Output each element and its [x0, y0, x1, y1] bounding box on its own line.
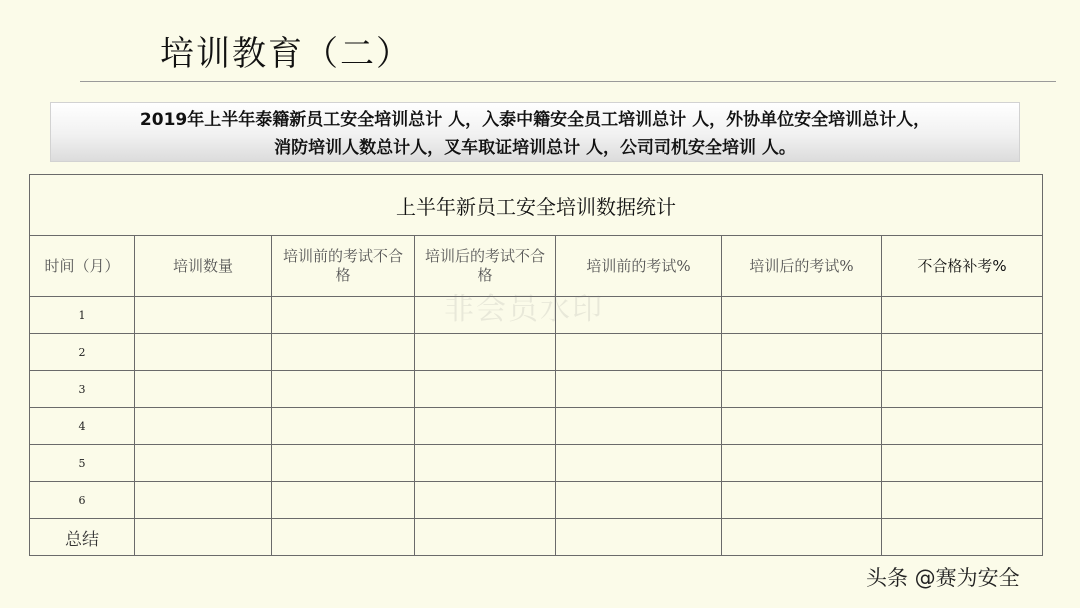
- header-month: 时间（月）: [30, 236, 135, 297]
- cell[interactable]: [135, 408, 272, 445]
- cell[interactable]: [415, 334, 556, 371]
- row-month: 4: [30, 408, 135, 445]
- table-row: [30, 334, 1043, 371]
- cell[interactable]: [556, 445, 722, 482]
- cell[interactable]: [272, 445, 415, 482]
- cell[interactable]: [882, 445, 1043, 482]
- cell[interactable]: [415, 445, 556, 482]
- table-row: [30, 408, 1043, 445]
- source-credit: 头条 @赛为安全: [866, 566, 1020, 590]
- table-row: [30, 297, 1043, 334]
- summary-box: [50, 102, 1020, 162]
- cell[interactable]: [722, 297, 882, 334]
- cell[interactable]: [272, 297, 415, 334]
- summary-line-2: 消防培训人数总计人，叉车取证培训总计 人，公司司机安全培训 人。: [274, 138, 796, 158]
- cell[interactable]: [135, 445, 272, 482]
- training-stats-table: [29, 174, 1043, 556]
- page-title: 培训教育（二）: [160, 34, 412, 74]
- table-caption: 上半年新员工安全培训数据统计: [30, 175, 1043, 236]
- cell[interactable]: [135, 297, 272, 334]
- cell[interactable]: [882, 371, 1043, 408]
- header-training-count: 培训数量: [135, 236, 272, 297]
- cell[interactable]: [415, 482, 556, 519]
- watermark: 非会员水印: [444, 292, 604, 327]
- cell[interactable]: [882, 297, 1043, 334]
- cell[interactable]: [722, 334, 882, 371]
- cell[interactable]: [556, 519, 722, 556]
- cell[interactable]: [272, 408, 415, 445]
- cell[interactable]: [556, 334, 722, 371]
- cell[interactable]: [415, 371, 556, 408]
- header-fail-before: 培训前的考试不合格: [272, 236, 415, 297]
- cell[interactable]: [272, 482, 415, 519]
- cell[interactable]: [556, 297, 722, 334]
- header-pass-after-pct: 培训后的考试%: [722, 236, 882, 297]
- cell[interactable]: [135, 519, 272, 556]
- cell[interactable]: [882, 482, 1043, 519]
- header-retake-pct: 不合格补考%: [882, 236, 1043, 297]
- cell[interactable]: [882, 334, 1043, 371]
- cell[interactable]: [135, 371, 272, 408]
- cell[interactable]: [272, 519, 415, 556]
- row-month: 1: [30, 297, 135, 334]
- cell[interactable]: [556, 371, 722, 408]
- cell[interactable]: [415, 408, 556, 445]
- cell[interactable]: [415, 297, 556, 334]
- cell[interactable]: [722, 445, 882, 482]
- cell[interactable]: [722, 482, 882, 519]
- row-month: 6: [30, 482, 135, 519]
- table-row: [30, 482, 1043, 519]
- row-month: 2: [30, 334, 135, 371]
- row-month: 3: [30, 371, 135, 408]
- summary-line-1: 2019年上半年泰籍新员工安全培训总计 人，入泰中籍安全员工培训总计 人，外协单位安全培训总计人，: [139, 110, 931, 130]
- cell[interactable]: [272, 371, 415, 408]
- cell[interactable]: [556, 482, 722, 519]
- header-fail-after: 培训后的考试不合格: [415, 236, 556, 297]
- cell[interactable]: [722, 371, 882, 408]
- title-divider: [80, 81, 1056, 82]
- row-month: 5: [30, 445, 135, 482]
- table-total-row: [30, 519, 1043, 556]
- cell[interactable]: [415, 519, 556, 556]
- cell[interactable]: [556, 408, 722, 445]
- cell[interactable]: [722, 519, 882, 556]
- header-pass-before-pct: 培训前的考试%: [556, 236, 722, 297]
- total-label: 总结: [30, 519, 135, 556]
- cell[interactable]: [135, 334, 272, 371]
- cell[interactable]: [272, 334, 415, 371]
- table-header-row: [30, 236, 1043, 297]
- table-row: [30, 445, 1043, 482]
- cell[interactable]: [882, 519, 1043, 556]
- table-row: [30, 371, 1043, 408]
- cell[interactable]: [135, 482, 272, 519]
- cell[interactable]: [882, 408, 1043, 445]
- cell[interactable]: [722, 408, 882, 445]
